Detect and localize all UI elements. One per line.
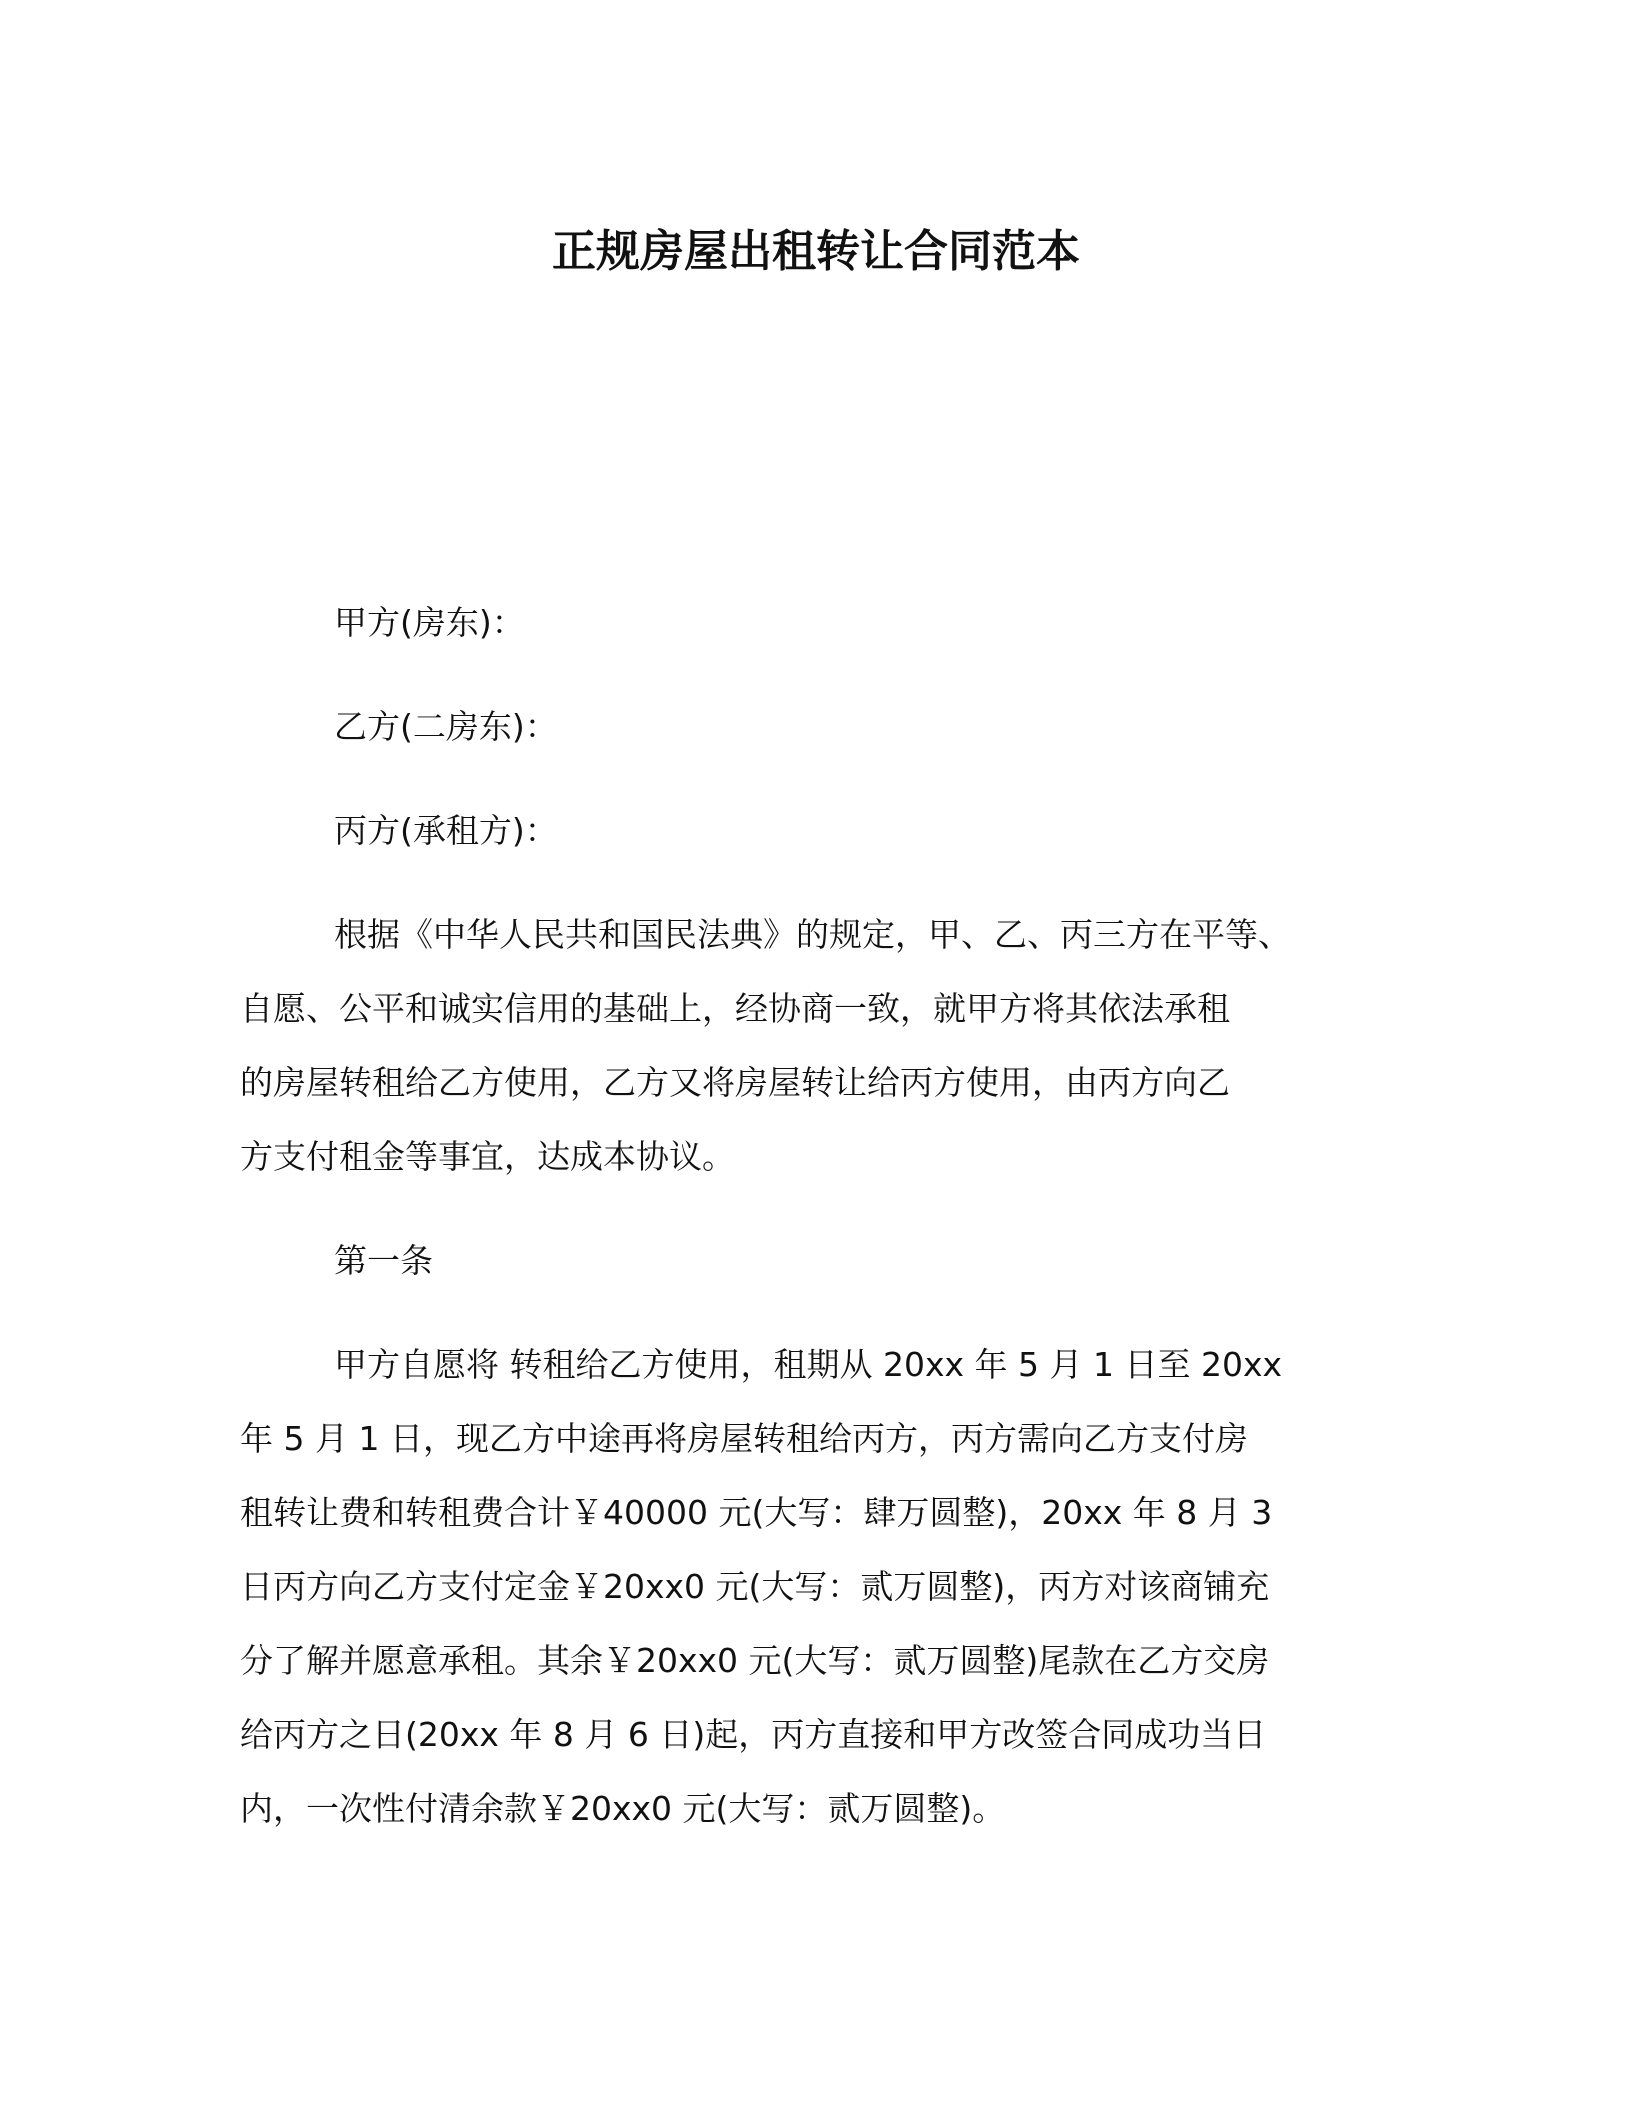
party-b-label: 乙方(二房东)： bbox=[334, 707, 558, 746]
document-title: 正规房屋出租转让合同范本 bbox=[552, 226, 1080, 277]
article-line: 分了解并愿意承租。其余￥20xx0 元(大写：贰万圆整)尾款在乙方交房 bbox=[240, 1641, 1270, 1680]
document-body bbox=[240, 586, 1400, 1846]
party-c-label: 丙方(承租方)： bbox=[334, 811, 558, 850]
preamble-line: 自愿、公平和诚实信用的基础上，经协商一致，就甲方将其依法承租 bbox=[240, 989, 1230, 1028]
article-line: 年 5 月 1 日，现乙方中途再将房屋转租给丙方，丙方需向乙方支付房 bbox=[240, 1419, 1248, 1458]
preamble-line: 的房屋转租给乙方使用，乙方又将房屋转让给丙方使用，由丙方向乙 bbox=[240, 1063, 1230, 1102]
preamble-paragraph bbox=[240, 898, 1400, 1194]
article-line: 日丙方向乙方支付定金￥20xx0 元(大写：贰万圆整)，丙方对该商铺充 bbox=[240, 1567, 1270, 1606]
article-line: 租转让费和转租费合计￥40000 元(大写：肆万圆整)，20xx 年 8 月 3 bbox=[240, 1493, 1273, 1532]
preamble-line: 根据《中华人民共和国民法典》的规定，甲、乙、丙三方在平等、 bbox=[334, 915, 1291, 954]
article-line: 给丙方之日(20xx 年 8 月 6 日)起，丙方直接和甲方改签合同成功当日 bbox=[240, 1715, 1267, 1754]
preamble-line: 方支付租金等事宜，达成本协议。 bbox=[240, 1137, 735, 1176]
article-line: 内，一次性付清余款￥20xx0 元(大写：贰万圆整)。 bbox=[240, 1789, 1006, 1828]
article-1-paragraph bbox=[240, 1328, 1400, 1846]
article-1-heading: 第一条 bbox=[334, 1241, 433, 1280]
article-line: 甲方自愿将 转租给乙方使用，租期从 20xx 年 5 月 1 日至 20xx bbox=[334, 1345, 1283, 1384]
party-a-label: 甲方(房东)： bbox=[334, 603, 525, 642]
